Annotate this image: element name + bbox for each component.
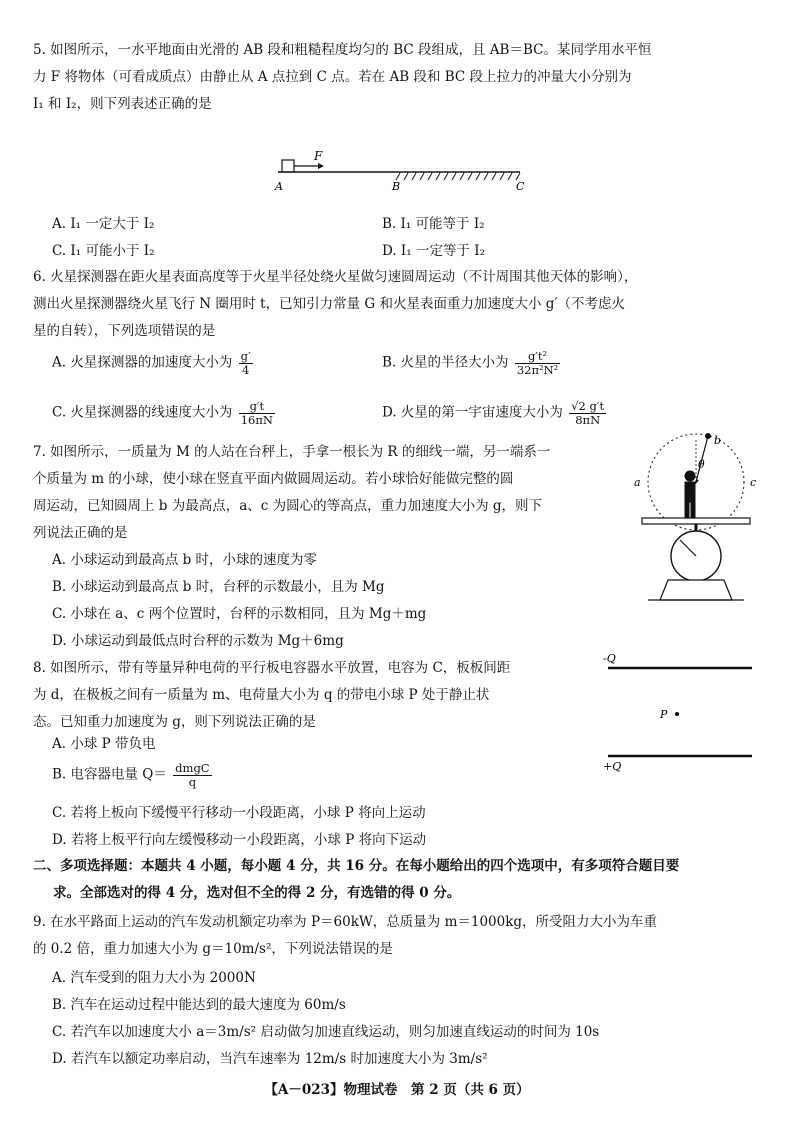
q5-figure (270, 150, 540, 195)
q9-option-a[interactable]: A. 汽车受到的阻力大小为 2000N (52, 970, 256, 986)
q8-label-P: P (660, 708, 668, 721)
q5-label-A: A (275, 180, 283, 193)
q6-option-b[interactable] (382, 350, 562, 376)
q6-a-num: g′ (240, 349, 251, 363)
question-8 (33, 658, 633, 739)
q8-b-fraction (173, 762, 211, 788)
q5-label-C: C (516, 180, 525, 193)
q7-figure (628, 430, 764, 630)
q8-label-top-charge: -Q (603, 652, 616, 665)
q7-label-a: a (634, 476, 641, 489)
q9-option-b[interactable]: B. 汽车在运动过程中能达到的最大速度为 60m/s (52, 997, 346, 1013)
q9-stem-line2: 的 0.2 倍，重力加速大小为 g＝10m/s²，下列说法错误的是 (33, 940, 393, 957)
q6-c-fraction (239, 400, 275, 426)
q7-stem-line1: 7. 如图所示，一质量为 M 的人站在台秤上，手拿一根长为 R 的细线一端，另一端系一 (33, 444, 551, 460)
q7-scale-base (660, 580, 732, 600)
q8-ball-P (675, 712, 679, 716)
q6-c-text: C. 火星探测器的线速度大小为 (52, 404, 233, 421)
q6-a-text: A. 火星探测器的加速度大小为 (52, 354, 233, 371)
q7-stem-line4: 列说法正确的是 (33, 524, 128, 541)
q6-b-den: 32π²N² (516, 362, 559, 377)
q8-option-c[interactable]: C. 若将上板向下缓慢平行移动一小段距离，小球 P 将向上运动 (52, 805, 426, 821)
q6-b-num: g′t² (515, 350, 560, 364)
q7-ball-b (705, 433, 711, 439)
q7-option-d[interactable]: D. 小球运动到最低点时台秤的示数为 Mg＋6mg (52, 633, 344, 649)
q8-option-a[interactable]: A. 小球 P 带负电 (52, 736, 156, 752)
q6-option-d[interactable] (382, 400, 608, 426)
q6-c-den: 16πN (240, 412, 273, 427)
q6-d-den: 8πN (575, 412, 601, 427)
q8-b-num: dmgC (175, 761, 210, 775)
q8-b-text: B. 电容器电量 Q＝ (52, 766, 167, 783)
q8-label-bottom-charge: +Q (603, 760, 622, 773)
q7-person (685, 471, 698, 518)
q7-stem-line2: 个质量为 m 的小球，使小球在竖直平面内做圆周运动。若小球恰好能做完整的圆 (33, 470, 514, 487)
q6-b-text: B. 火星的半径大小为 (382, 354, 509, 371)
q6-d-fraction (569, 400, 606, 426)
q5-stem-line3: I₁ 和 I₂，则下列表述正确的是 (33, 95, 212, 112)
q5-option-d[interactable]: D. I₁ 一定等于 I₂ (382, 243, 485, 259)
q8-stem-line3: 态。已知重力加速度为 g，则下列说法正确的是 (33, 713, 316, 730)
q7-option-a[interactable]: A. 小球运动到最高点 b 时，小球的速度为零 (52, 552, 318, 568)
q5-option-b[interactable]: B. I₁ 可能等于 I₂ (382, 216, 485, 232)
q6-option-c[interactable] (52, 400, 277, 426)
page-footer: 【A－023】物理试卷 第 2 页（共 6 页） (264, 1082, 530, 1098)
q5-stem-line2: 力 F 将物体（可看成质点）由静止从 A 点拉到 C 点。若在 AB 段和 BC 段上拉力的冲量大小分别为 (33, 68, 632, 85)
q8-b-den: q (188, 774, 197, 789)
q6-stem-line3: 星的自转），下列选项错误的是 (33, 322, 216, 339)
q5-label-F: F (314, 150, 323, 163)
q8-stem-line1: 8. 如图所示，带有等量异种电荷的平行板电容器水平放置，电容为 C，板板间距 (33, 660, 511, 676)
q7-label-theta: θ (698, 458, 705, 471)
q9-option-d[interactable]: D. 若汽车以额定功率启动，当汽车速率为 12m/s 时加速度大小为 3m/s² (52, 1051, 488, 1067)
q6-stem-line1: 6. 火星探测器在距火星表面高度等于火星半径处绕火星做匀速圆周运动（不计周围其他天体的影响）， (33, 269, 638, 285)
q8-stem-line2: 为 d，在极板之间有一质量为 m、电荷量大小为 q 的带电小球 P 处于静止状 (33, 686, 490, 703)
q7-option-b[interactable]: B. 小球运动到最高点 b 时，台秤的示数最小，且为 Mg (52, 579, 385, 595)
q7-scale-platform (642, 518, 750, 524)
q5-arrow-head (318, 163, 324, 169)
q5-stem-line1: 5. 如图所示，一水平地面由光滑的 AB 段和粗糙程度均匀的 BC 段组成，且 AB＝BC。某同学用水平恒 (33, 42, 652, 58)
q9-stem-line1: 9. 在水平路面上运动的汽车发动机额定功率为 P＝60kW，总质量为 m＝1000kg，所受阻力大小为车重 (33, 914, 658, 930)
section-2-line1: 二、多项选择题：本题共 4 小题，每小题 4 分，共 16 分。在每小题给出的四个选项中，有多项符合题目要 (33, 858, 680, 874)
section-2-line2: 求。全部选对的得 4 分，选对但不全的得 2 分，有选错的得 0 分。 (53, 884, 461, 901)
q8-option-b[interactable] (52, 762, 214, 788)
q6-b-fraction (515, 350, 560, 376)
q8-option-d[interactable]: D. 若将上板平行向左缓慢移动一小段距离，小球 P 将向下运动 (52, 832, 427, 848)
q5-option-c[interactable]: C. I₁ 可能小于 I₂ (52, 243, 155, 259)
q8-figure (600, 650, 756, 776)
q7-label-b: b (714, 434, 722, 447)
question-5 (33, 40, 753, 121)
q7-label-c: c (750, 476, 757, 489)
q6-a-den: 4 (241, 362, 250, 377)
q5-block (282, 160, 294, 172)
question-7 (33, 442, 633, 550)
section-2-header (33, 856, 753, 910)
q5-rough-hatching (396, 173, 520, 180)
q6-c-num: g′t (239, 400, 275, 414)
q7-stem-line3: 周运动，已知圆周上 b 为最高点，a、c 为圆心的等高点，重力加速度大小为 g，则下 (33, 497, 543, 514)
question-9 (33, 912, 753, 966)
q5-option-a[interactable]: A. I₁ 一定大于 I₂ (52, 216, 155, 232)
q6-d-num: √2 g′t (571, 399, 605, 413)
q6-stem-line2: 测出火星探测器绕火星飞行 N 圈用时 t，已知引力常量 G 和火星表面重力加速度大小 g′（不考虑火 (33, 295, 625, 312)
q6-d-text: D. 火星的第一宇宙速度大小为 (382, 404, 563, 421)
q7-option-c[interactable]: C. 小球在 a、c 两个位置时，台秤的示数相同，且为 Mg＋mg (52, 606, 427, 622)
q9-option-c[interactable]: C. 若汽车以加速度大小 a＝3m/s² 启动做匀加速直线运动，则匀加速直线运动的时间为 10s (52, 1024, 600, 1040)
q5-label-B: B (392, 180, 401, 193)
q6-a-fraction (239, 350, 253, 376)
question-6 (33, 267, 753, 348)
q6-option-a[interactable] (52, 350, 255, 376)
